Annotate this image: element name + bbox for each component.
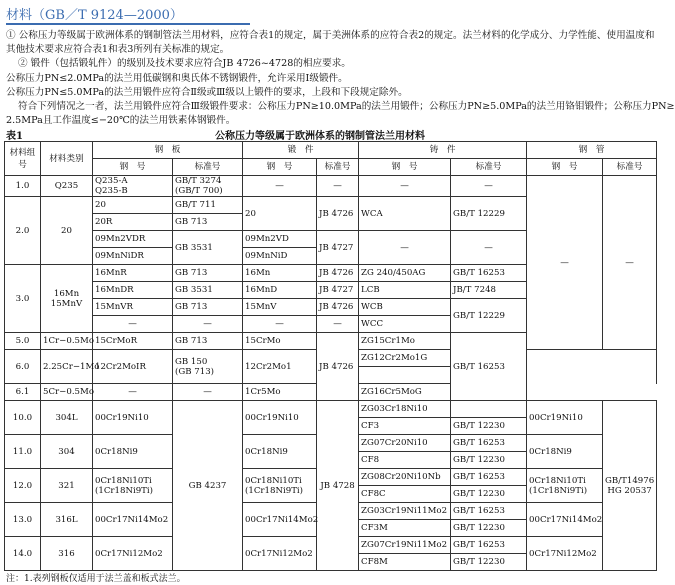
cell-category: 2.25Cr−1Mo xyxy=(41,350,93,384)
cell-casting-standard: JB/T 7248 xyxy=(451,282,527,299)
cell-casting-grade: ZG03Cr19Ni11Mo2 xyxy=(359,503,451,520)
cell-category: 321 xyxy=(41,469,93,503)
cell-plate-standard: — xyxy=(173,316,243,333)
cell-forging-standard: JB 4727 xyxy=(317,231,359,265)
cell-forging-standard: JB 4726 xyxy=(317,197,359,231)
cell-casting-grade: ZG07Cr19Ni11Mo2 xyxy=(359,537,451,554)
cell-plate-standard: GB/T 711 xyxy=(173,197,243,214)
cell-plate-grade: 0Cr18Ni10Ti (1Cr18Ni9Ti) xyxy=(93,469,173,503)
cell-group: 6.0 xyxy=(5,350,41,384)
intro-line: 符合下列情况之一者，法兰用锻件应符合Ⅲ级锻件要求：公称压力PN≥10.0MPa的法兰用锻件；公称压力PN≥5.0MPa的法兰用铬钼锻件；公称压力PN≥ xyxy=(18,101,675,113)
cell-category: 1Cr−0.5Mo xyxy=(41,333,93,350)
cell-casting-standard: GB/T 16253 xyxy=(451,503,527,520)
cell-casting-grade: — xyxy=(359,176,451,197)
cell-plate-grade: 16MnR xyxy=(93,265,173,282)
table-row xyxy=(5,176,657,197)
cell-plate-grade: 12Cr2MoIR xyxy=(93,350,173,384)
cell-forging-grade: 0Cr18Ni10Ti (1Cr18Ni9Ti) xyxy=(243,469,317,503)
cell-group: 11.0 xyxy=(5,435,41,469)
cell-plate-grade: 09Mn2VDR xyxy=(93,231,173,248)
cell-category: 304L xyxy=(41,401,93,435)
cell-category: 20 xyxy=(41,197,93,265)
cell-forging-grade: 12Cr2Mo1 xyxy=(243,350,317,384)
intro-line: ① 公称压力等级属于欧洲体系的钢制管法兰用材料，应符合表1的规定，属于美洲体系的应符合表2的规定。法兰材料的化学成分、力学性能、使用温度和 xyxy=(6,30,655,41)
cell-plate-standard: GB 3531 xyxy=(173,282,243,299)
cell-group: 6.1 xyxy=(5,384,41,401)
cell-casting-grade: ZG12Cr2Mo1G xyxy=(359,350,451,367)
subheader-standard: 标准号 xyxy=(451,159,527,176)
subheader-standard: 标准号 xyxy=(317,159,359,176)
cell-group: 5.0 xyxy=(5,333,41,350)
cell-pipe-grade: 0Cr18Ni10Ti (1Cr18Ni9Ti) xyxy=(527,469,603,503)
header-plate: 钢 板 xyxy=(93,142,243,159)
cell-forging-grade: 00Cr19Ni10 xyxy=(243,401,317,435)
cell-plate-grade: 00Cr19Ni10 xyxy=(93,401,173,435)
subheader-grade: 钢 号 xyxy=(359,159,451,176)
table-label: 表1 xyxy=(6,131,23,142)
cell-forging-standard: JB 4727 xyxy=(317,282,359,299)
cell-forging-standard: JB 4726 xyxy=(317,299,359,316)
cell-plate-grade: 09MnNiDR xyxy=(93,248,173,265)
cell-plate-grade: — xyxy=(93,384,173,401)
cell-pipe-grade: 0Cr17Ni12Mo2 xyxy=(527,537,603,571)
cell-casting-grade: ZG 240/450AG xyxy=(359,265,451,282)
cell-casting-grade: WCC xyxy=(359,316,451,333)
cell-casting-standard: GB/T 16253 xyxy=(451,469,527,486)
cell-plate-grade: 16MnDR xyxy=(93,282,173,299)
intro-text xyxy=(6,29,675,128)
cell-casting-grade: ZG16Cr5MoG xyxy=(359,384,451,401)
subheader-standard: 标准号 xyxy=(603,159,657,176)
cell-casting-grade: — xyxy=(359,231,451,265)
header-casting: 铸 件 xyxy=(359,142,527,159)
cell-casting-grade: CF8C xyxy=(359,486,451,503)
cell-forging-grade: 09MnNiD xyxy=(243,248,317,265)
cell-pipe-grade: — xyxy=(527,176,603,350)
materials-table xyxy=(4,141,657,571)
cell-category: 316 xyxy=(41,537,93,571)
table-note: 注：1.表列钢板仅适用于法兰盖和板式法兰。 xyxy=(6,574,186,584)
cell-group: 10.0 xyxy=(5,401,41,435)
cell-casting-standard: — xyxy=(451,176,527,197)
cell-casting-grade: WCB xyxy=(359,299,451,316)
header-pipe: 钢 管 xyxy=(527,142,657,159)
cell-casting-standard: GB/T 16253 xyxy=(451,435,527,452)
cell-forging-standard: JB 4726 xyxy=(317,265,359,282)
cell-plate-standard: GB 4237 xyxy=(173,401,243,571)
cell-group: 12.0 xyxy=(5,469,41,503)
cell-plate-grade: 15CrMoR xyxy=(93,333,173,350)
cell-group: 2.0 xyxy=(5,197,41,265)
subheader-grade: 钢 号 xyxy=(243,159,317,176)
table-row xyxy=(5,401,657,418)
cell-casting-standard: GB/T 12230 xyxy=(451,486,527,503)
cell-casting-standard: GB/T 12230 xyxy=(451,418,527,435)
cell-category: Q235 xyxy=(41,176,93,197)
cell-plate-standard: GB 3531 xyxy=(173,231,243,265)
cell-forging-grade: 16Mn xyxy=(243,265,317,282)
intro-line: 公称压力PN≤2.0MPa的法兰用低碳钢和奥氏体不锈钢锻件，允许采用Ⅰ级锻件。 xyxy=(6,72,348,84)
cell-plate-standard: GB 150 (GB 713) xyxy=(173,350,243,384)
cell-casting-grade: CF3 xyxy=(359,418,451,435)
header-category: 材料类别 xyxy=(41,142,93,176)
cell-pipe-grade: 00Cr19Ni10 xyxy=(527,401,603,435)
cell-casting-standard: GB/T 12229 xyxy=(451,299,527,333)
cell-group: 3.0 xyxy=(5,265,41,333)
cell-plate-standard: GB/T 3274 (GB/T 700) xyxy=(173,176,243,197)
cell-group: 1.0 xyxy=(5,176,41,197)
cell-forging-grade: 1Cr5Mo xyxy=(243,384,317,401)
cell-casting-grade: WCA xyxy=(359,197,451,231)
title-underline xyxy=(6,23,250,25)
cell-casting-standard: GB/T 12230 xyxy=(451,554,527,571)
cell-forging-grade: — xyxy=(243,176,317,197)
cell-category: 304 xyxy=(41,435,93,469)
cell-forging-grade: 0Cr18Ni9 xyxy=(243,435,317,469)
cell-plate-standard: GB 713 xyxy=(173,333,243,350)
cell-plate-standard: GB 713 xyxy=(173,265,243,282)
cell-casting-standard: GB/T 12230 xyxy=(451,452,527,469)
cell-pipe-grade: 00Cr17Ni14Mo2 xyxy=(527,503,603,537)
cell-category: 16Mn 15MnV xyxy=(41,265,93,333)
cell-casting-grade: ZG03Cr18Ni10 xyxy=(359,401,451,418)
cell-casting-grade: CF8 xyxy=(359,452,451,469)
cell-plate-grade: — xyxy=(93,316,173,333)
header-forging: 锻 件 xyxy=(243,142,359,159)
cell-casting-grade: ZG08Cr20Ni10Nb xyxy=(359,469,451,486)
cell-casting-grade: CF3M xyxy=(359,520,451,537)
cell-group: 14.0 xyxy=(5,537,41,571)
cell-casting-grade: ZG15Cr1Mo xyxy=(359,333,451,350)
cell-forging-grade: 0Cr17Ni12Mo2 xyxy=(243,537,317,571)
cell-casting-standard: GB/T 12230 xyxy=(451,520,527,537)
cell-plate-grade: 15MnVR xyxy=(93,299,173,316)
intro-line: 2.5MPa且工作温度≤−20℃的法兰用铁素体钢锻件。 xyxy=(6,115,236,127)
cell-forging-standard: JB 4728 xyxy=(317,401,359,571)
cell-forging-grade: 20 xyxy=(243,197,317,231)
cell-plate-standard: GB 713 xyxy=(173,299,243,316)
cell-plate-grade: 0Cr18Ni9 xyxy=(93,435,173,469)
subheader-grade: 钢 号 xyxy=(527,159,603,176)
cell-plate-grade: 20 xyxy=(93,197,173,214)
intro-line: ② 锻件（包括锻轧件）的级别及技术要求应符合JB 4726~4728的相应要求。 xyxy=(18,58,351,70)
intro-line: 公称压力PN≤5.0MPa的法兰用锻件应符合Ⅱ级或Ⅲ级以上锻件的要求，上段和下段规定除外。 xyxy=(6,86,408,98)
cell-casting-standard: GB/T 16253 xyxy=(451,265,527,282)
cell-pipe-standard: GB/T14976 HG 20537 xyxy=(603,401,657,571)
cell-category: 5Cr−0.5Mo xyxy=(41,384,93,401)
cell-casting-standard xyxy=(451,401,527,418)
page-title: 材料（GB／T 9124—2000） xyxy=(6,8,183,23)
cell-pipe-grade: 0Cr18Ni9 xyxy=(527,435,603,469)
subheader-grade: 钢 号 xyxy=(93,159,173,176)
cell-casting-grade: ZG07Cr20Ni10 xyxy=(359,435,451,452)
cell-plate-standard: GB 713 xyxy=(173,214,243,231)
cell-group: 13.0 xyxy=(5,503,41,537)
cell-casting-grade: CF8M xyxy=(359,554,451,571)
table-caption: 公称压力等级属于欧洲体系的钢制管法兰用材料 xyxy=(215,131,425,142)
cell-forging-grade: 00Cr17Ni14Mo2 xyxy=(243,503,317,537)
cell-forging-grade: — xyxy=(243,316,317,333)
cell-forging-grade: 16MnD xyxy=(243,282,317,299)
cell-casting-standard: GB/T 16253 xyxy=(451,537,527,554)
cell-forging-grade: 15MnV xyxy=(243,299,317,316)
cell-casting-standard: GB/T 16253 xyxy=(451,333,527,401)
cell-plate-grade: 0Cr17Ni12Mo2 xyxy=(93,537,173,571)
cell-plate-standard: — xyxy=(173,384,243,401)
intro-line: 其他技术要求应符合表1和表3所列有关标准的规定。 xyxy=(6,44,230,56)
cell-forging-grade: 09Mn2VD xyxy=(243,231,317,248)
cell-forging-standard: — xyxy=(317,176,359,197)
cell-casting-standard: — xyxy=(451,231,527,265)
cell-casting-grade xyxy=(359,367,451,384)
cell-plate-grade: 20R xyxy=(93,214,173,231)
cell-plate-grade: 00Cr17Ni14Mo2 xyxy=(93,503,173,537)
cell-pipe-standard: — xyxy=(603,176,657,350)
subheader-standard: 标准号 xyxy=(173,159,243,176)
cell-forging-standard: — xyxy=(317,316,359,333)
cell-category: 316L xyxy=(41,503,93,537)
cell-forging-grade: 15CrMo xyxy=(243,333,317,350)
cell-casting-grade: LCB xyxy=(359,282,451,299)
cell-forging-standard: JB 4726 xyxy=(317,333,359,401)
header-group: 材料组号 xyxy=(5,142,41,176)
cell-plate-grade: Q235-A Q235-B xyxy=(93,176,173,197)
cell-casting-standard: GB/T 12229 xyxy=(451,197,527,231)
